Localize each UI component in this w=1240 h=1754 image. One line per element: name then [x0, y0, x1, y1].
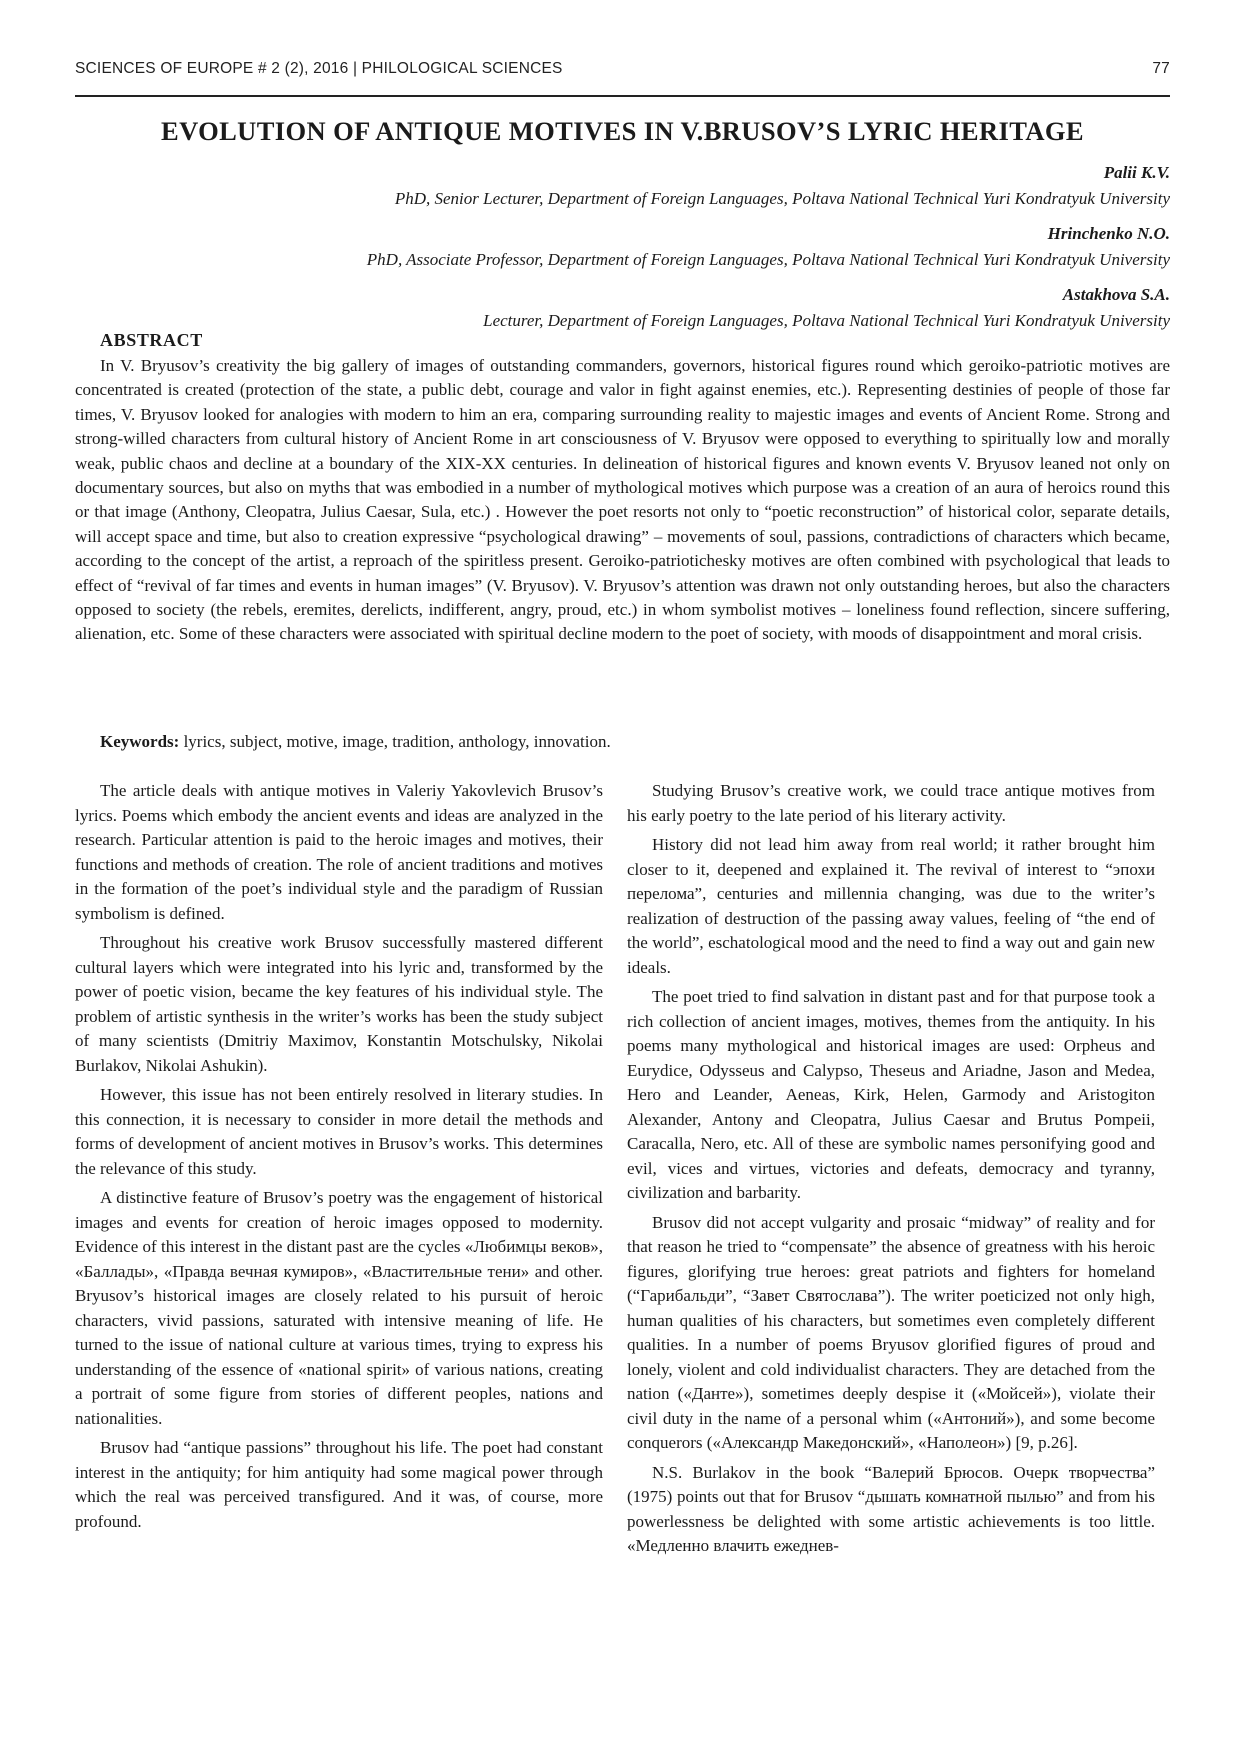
paragraph: Brusov had “antique passions” throughout his life. The poet had constant interest in the antiquity; for him antiquity had some magical power through which the real was perceived transfigured. And it was, of course, more profound. [75, 1438, 603, 1531]
running-head [75, 56, 1170, 86]
paragraph: The article deals with antique motives in Valeriy Yakovlevich Brusov’s lyrics. Poems which embody the ancient events and ideas are analyzed in the research. Particular attention is paid to the heroic images and motives, their functions and methods of creation. The role of ancient traditions and motives in the formation of the poet’s individual style and the paradigm of Russian symbolism is defined. [75, 781, 603, 923]
paragraph: Throughout his creative work Brusov successfully mastered different cultural layers which were integrated into his lyric and, transformed by the power of poetic vision, became the key features of his individual style. The problem of artistic synthesis in the writer’s works has been the study subject of many scientists (Dmitriy Maximov, Konstantin Motschulsky, Nikolai Burlakov, Nikolai Ashukin). [75, 933, 603, 1075]
body-column-left [75, 779, 603, 1539]
author-name: Palii K.V. [1103, 163, 1170, 182]
journal-title: SCIENCES OF EUROPE # 2 (2), 2016 | PHILOLOGICAL SCIENCES [75, 60, 563, 77]
body-column-right [627, 779, 1155, 1564]
author-block [75, 160, 1170, 343]
article-title: EVOLUTION OF ANTIQUE MOTIVES IN V.BRUSOV’S LYRIC HERITAGE [161, 116, 1084, 146]
keywords-label: Keywords: [100, 732, 180, 751]
paragraph: A distinctive feature of Brusov’s poetry was the engagement of historical images and events for creation of heroic images opposed to modernity. Evidence of this interest in the distant past are the cycles «Любимцы веков», «Баллады», «Правда вечная кумиров», «Властительные тени» and other. Bryusov’s historical images are closely related to his pursuit of heroic characters, vivid passions, saturated with intensive meaning of life. He turned to the issue of national culture at various times, trying to express his understanding of the essence of «national spirit» of various nations, creating a portrait of some figure from stories of different peoples, nations and nationalities. [75, 1188, 603, 1428]
paragraph: N.S. Burlakov in the book “Валерий Брюсов. Очерк творчества” (1975) points out that for Brusov “дышать комнатной пылью” and from his powerlessness be delighted with some artistic achievements is too little. «Медленно влачить ежеднев- [627, 1462, 1155, 1555]
paragraph: The poet tried to find salvation in distant past and for that purpose took a rich collection of ancient images, motives, themes from the antiquity. In his poems many mythological and historical images are used: Orpheus and Eurydice, Odysseus and Calypso, Theseus and Ariadne, Jason and Medea, Hero and Leander, Aeneas, Kirk, Helen, Garmody and Aristogiton Alexander, Antony and Cleopatra, Julius Caesar and Brutus Pompeii, Caracalla, Nero, etc. All of these are symbolic names personifying good and evil, vices and virtues, victories and defeats, democracy and tyranny, civilization and barbarity. [627, 987, 1155, 1202]
keywords-list: lyrics, subject, motive, image, tradition, anthology, innovation. [179, 732, 611, 751]
page-number: 77 [1152, 60, 1170, 77]
abstract-heading: ABSTRACT [100, 330, 203, 350]
paragraph: However, this issue has not been entirely resolved in literary studies. In this connection, it is necessary to consider in more detail the methods and forms of development of ancient motives in Brusov’s works. This determines the relevance of this study. [75, 1085, 603, 1178]
header-divider [75, 95, 1170, 97]
abstract-text: In V. Bryusov’s creativity the big gallery of images of outstanding commanders, governors, historical figures round which geroiko-patriotic motives are concentrated is created (protection of the state, a public debt, courage and valor in fight against enemies, etc.). Representing destinies of people of those far times, V. Bryusov looked for analogies with modern to him an era, comparing surrounding reality to majestic images and events of Ancient Rome. Strong and strong-willed characters from cultural history of Ancient Rome in art consciousness of V. Bryusov were opposed to everything to spiritually low and morally weak, public chaos and decline at a boundary of the XIX-XX centuries. In delineation of historical figures and known events V. Bryusov leaned not only on documentary sources, but also on myths that was embodied in a number of mythological motives which purpose was a creation of an aura of heroics round this or that image (Anthony, Cleopatra, Julius Caesar, Sula, etc.) . However the poet resorts not only to “poetic reconstruction” of historical color, separate details, will accept space and time, but also to creation expressive “psychological drawing” – movements of soul, passions, contradictions of characters which became, according to the concept of the artist, a reproach of the spiritless present. Geroiko-patriotichesky motives are often combined with psychological that leads to effect of “revival of far times and events in human images” (V. Bryusov). V. Bryusov’s attention was drawn not only outstanding heroes, but also the characters opposed to society (the rebels, eremites, derelicts, indifferent, angry, proud, etc.) in whom symbolist motives – loneliness found reflection, sincere suffering, alienation, etc. Some of these characters were associated with spiritual decline modern to the poet of society, with moods of disappointment and moral crisis. [75, 356, 1170, 644]
author-affiliation: PhD, Senior Lecturer, Department of Foreign Languages, Poltava National Technical Yuri Kondratyuk University [394, 189, 1170, 208]
paragraph: Studying Brusov’s creative work, we could trace antique motives from his early poetry to the late period of his literary activity. [627, 781, 1155, 825]
paragraph: Brusov did not accept vulgarity and prosaic “midway” of reality and for that reason he tried to “compensate” the absence of greatness with his heroic figures, glorifying true heroes: great patriots and fighters for homeland (“Гарибальди”, “Завет Святослава”). The writer poeticized not only high, human qualities of his characters, but sometimes even completely different qualities. In a number of poems Bryusov glorified figures of proud and lonely, violent and cold individualist characters. They are detached from the nation («Данте»), sometimes deeply despise it («Мойсей»), violate their civil duty in the name of a personal whim («Антоний»), and some become conquerors («Александр Македонский», «Наполеон») [9, p.26]. [627, 1212, 1155, 1452]
author-name: Hrinchenko N.O. [1047, 224, 1170, 243]
author-affiliation: Lecturer, Department of Foreign Languages, Poltava National Technical Yuri Kondratyuk University [483, 311, 1170, 330]
author-name: Astakhova S.A. [1062, 285, 1170, 304]
author-affiliation: PhD, Associate Professor, Department of Foreign Languages, Poltava National Technical Yuri Kondratyuk University [366, 250, 1170, 269]
keywords [75, 730, 1170, 754]
paragraph: History did not lead him away from real world; it rather brought him closer to it, deepened and explained it. The revival of interest to “эпохи перелома”, centuries and millennia changing, was due to the writer’s realization of destruction of the passing away values, feeling of “the end of the world”, eschatological mood and the need to find a way out and gain new ideals. [627, 835, 1155, 977]
